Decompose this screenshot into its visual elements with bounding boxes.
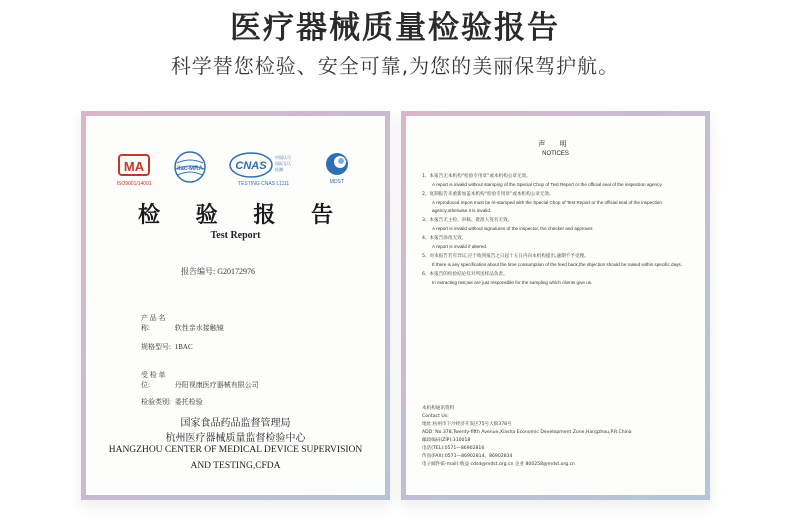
- notice-text-en: A report is invalid without signatures of the inspector, the checker and approver.: [432, 226, 594, 231]
- field-key: 产 品 名 称:: [141, 314, 166, 332]
- mdst-logo: [319, 149, 355, 191]
- report-number: [181, 266, 255, 277]
- issuer-name-cn-1: 国家食品药品监督管理局: [180, 418, 291, 429]
- contact-address-en: ADD: No.378,Twenty-fifth Avenue,Xiasha Economic Development Zone,Hangzhou,P.R.China: [422, 430, 632, 435]
- report-title: 检 验 报 告: [138, 202, 347, 228]
- svg-text:中国认可: 中国认可: [274, 155, 291, 160]
- notice-text-en: In extracting test,we are just responsible for the sampling which clients give us.: [432, 280, 593, 285]
- field-inspection-type: [141, 397, 203, 407]
- notice-text-cn: 5、对本报告若有异议,应于收到报告之日起十五日内向本机构提出,逾期不予受理。: [422, 254, 589, 259]
- notice-text-cn: 3、本报告无主检、审核、批准人签名无效。: [422, 218, 513, 223]
- mdst-caption: MDST: [329, 179, 344, 185]
- issuer-name-en-1: HANGZHOU CENTER OF MEDICAL DEVICE SUPERVISION: [108, 445, 363, 455]
- notices-list: [422, 173, 691, 289]
- report-number-label: 报告编号:: [181, 267, 216, 276]
- notice-item: [422, 271, 691, 287]
- page-subtitle: 科学替您检验、安全可靠,为您的美丽保驾护航。: [170, 54, 620, 78]
- notice-item: [422, 235, 691, 251]
- contact-address: 地址:杭州市下沙经济开发区75号大街378号: [422, 422, 512, 427]
- notice-text-en: A report is invalid without stamping of the Special Chop of Test Report or the official seal of the inspection agency.: [432, 182, 663, 187]
- notice-item: [422, 217, 691, 233]
- notice-text-en: If there is any specification about the time consumption of the feed back,the objection should be raised within specific days.: [432, 262, 682, 267]
- cnas-logo: [229, 149, 299, 191]
- contact-title-en: Contact Us:: [422, 414, 449, 419]
- contact-tel: 电话(TEL):0571—86902816: [422, 446, 485, 451]
- contact-email: 电子邮件(E-mail):收益 cdsd@mdst.org.cn 企业 800258@mdst.org.cn: [422, 462, 576, 467]
- svg-text:MA: MA: [124, 159, 145, 174]
- field-key: 规格型号:: [141, 343, 171, 351]
- notice-text-cn: 1、本报告无本机构“检验专用章”或本机构公章无效。: [422, 174, 531, 179]
- field-key: 受 检 单 位:: [141, 371, 166, 389]
- contact-title: 本机构通讯资料: [422, 406, 455, 411]
- field-value: 软性亲水接触镜: [174, 324, 224, 332]
- field-product-name: [141, 313, 224, 333]
- issuer-name-cn-2: 杭州医疗器械质量监督检验中心: [165, 433, 306, 444]
- notice-text-en: A reproduced report must be re-stamped with the Special Chop of Test Report or the official seal of the inspection agency,otherwise it is invalid.: [432, 200, 662, 213]
- cma-logo: [116, 149, 152, 191]
- notices-page-frame: [401, 111, 710, 500]
- field-value: 委托检验: [174, 398, 203, 406]
- test-report-cover: [86, 116, 385, 495]
- test-report-cover-frame: [81, 111, 390, 500]
- report-subtitle: Test Report: [210, 230, 261, 241]
- certification-logos: [86, 149, 385, 191]
- field-value: 1BAC: [174, 343, 193, 351]
- svg-text:CNAS: CNAS: [235, 160, 267, 172]
- notice-text-en: A report is invalid if altered.: [432, 244, 488, 249]
- svg-text:检测: 检测: [274, 167, 283, 172]
- field-model: [141, 342, 193, 352]
- notice-text-cn: 4、本报告涂改无效。: [422, 236, 467, 241]
- notices-subtitle: NOTICES: [542, 151, 569, 157]
- notice-item: [422, 253, 691, 269]
- notices-page: [406, 116, 705, 495]
- ilac-mra-logo: [172, 149, 208, 191]
- issuer-name-en-2: AND TESTING,CFDA: [190, 461, 281, 471]
- page-title: 医疗器械质量检验报告: [230, 10, 560, 46]
- field-key: 检验类别:: [141, 398, 171, 406]
- notice-text-cn: 6、本报告的检验结论仅对所送样品负责。: [422, 272, 508, 277]
- field-inspected-unit: [141, 370, 259, 390]
- report-number-value: G20172976: [217, 267, 256, 276]
- cnas-caption: TESTING CNAS L1111: [238, 181, 290, 187]
- svg-text:国际互认: 国际互认: [274, 161, 291, 166]
- notice-text-cn: 2、复制报告未重新加盖本机构“检验专用章”或本机构公章无效。: [422, 192, 554, 197]
- notice-item: [422, 173, 691, 189]
- cma-caption: ISO9001/14001: [116, 181, 152, 187]
- field-value: 丹阳视康医疗器械有限公司: [174, 381, 259, 389]
- contact-block: [422, 405, 691, 469]
- contact-fax: 传真(FAX):0571—86902814、86902834: [422, 454, 513, 459]
- svg-text:ilac-MRA: ilac-MRA: [177, 166, 204, 172]
- notice-item: [422, 191, 691, 215]
- contact-zip: 邮政编码(ZIP):310018: [422, 438, 471, 443]
- notices-title: 声 明: [538, 140, 573, 148]
